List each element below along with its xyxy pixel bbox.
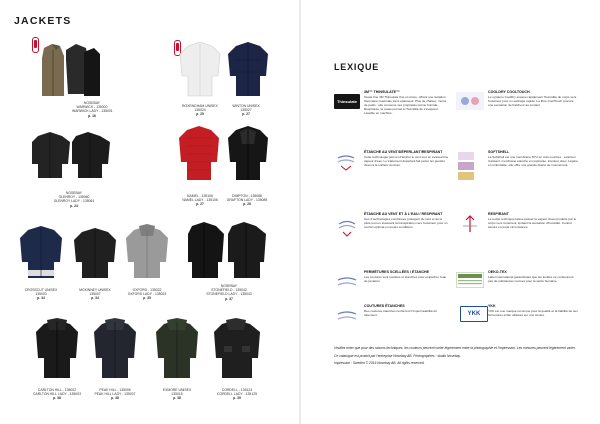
footer-notes [334, 346, 584, 365]
product-ref-lady: STONEFIELD LADY - 135043 [206, 292, 252, 297]
product-caption [210, 388, 264, 401]
product-caption [18, 288, 64, 301]
product-page: p. 24 [70, 203, 78, 208]
product-ref: 135027 [240, 108, 252, 113]
product-ref: 135003 [35, 292, 47, 297]
lexicon-heading: ÉTANCHE AU VENT/DÉPERLANT/RESPIRANT [364, 150, 443, 154]
lexicon-text: Ces 3 technologies combinées protègent du vent et de la pluie tout en évacuant la transpiration vers l'extérieur pour un confort optimal en toutes conditions. [364, 216, 448, 229]
lexicon-entry [364, 270, 448, 283]
lexicon-text: Le textile technique laisse passer la vapeur d'eau produite par le corps vers l'extérieur, limitant la sensation d'humidité. Confort assuré en toute circonstance. [488, 216, 577, 229]
product-caption [226, 194, 268, 207]
product-caption [52, 191, 96, 208]
footnote-credits: Ce catalogue est produit par l'entreprise Nosebay AB. Photographies : studio Nosebay. [334, 354, 461, 359]
product-image-nosebay-warwick [38, 38, 102, 102]
section-title: JACKETS [14, 15, 72, 27]
product-page: p. 34 [91, 296, 99, 301]
product-brand: CORDELL - 135124 [221, 388, 253, 392]
product-ref-lady: WARWICK LADY - 135001 [72, 109, 113, 114]
product-image-exmore [154, 318, 200, 382]
product-image-stonefield [188, 220, 268, 282]
waterproof-windproof-icon [336, 216, 358, 238]
lexicon-text: Ouate fine 3M Thinsulate fine et mince, offrant une isolation thermique maximale sans épaisseur. Plus de chaleur, moins de poids : elle conserve ses propriétés même humide. Respirante, la ouate permet à l'humidité de s'évaporer. Lavable en machine. [364, 94, 447, 115]
product-image-namel [178, 124, 220, 184]
product-image-oxford [124, 224, 170, 282]
product-page: p. 38 [173, 396, 181, 401]
oekotex-logo-icon [456, 272, 484, 288]
product-caption [180, 104, 220, 117]
lexicon-entry [364, 212, 448, 229]
lexicon-heading: COOLDRY COOLTOUCH [488, 90, 530, 94]
ykk-logo-icon [460, 306, 488, 322]
product-brand: EXMORE UNISEX [162, 388, 192, 392]
product-ref: 135015 [171, 392, 183, 397]
right-page [300, 0, 600, 424]
product-page: p. 37 [225, 296, 233, 301]
lexicon-heading: RESPIRANT [488, 212, 509, 216]
product-image-cordell [212, 318, 262, 382]
product-image-dimpton [226, 124, 270, 184]
product-page: p. 39 [233, 396, 241, 401]
lexicon-heading: SOFTSHELL [488, 150, 510, 154]
product-brand: CARLTON HILL - 135002 [37, 388, 77, 392]
product-page: p. 34 [37, 296, 45, 301]
product-brand: OXFORD - 135022 [132, 288, 162, 292]
product-image-carlton-hill [34, 318, 80, 382]
product-image-peak-hill [92, 318, 138, 382]
product-caption [152, 388, 202, 401]
lexicon-entry [364, 90, 448, 115]
lexicon-heading: PERMÉTURES SCELLÉES / ÉTANCHE [364, 270, 430, 274]
product-brand: PEAK HILL - 135006 [99, 388, 131, 392]
product-ref: NAMEL LADY - 135106 [182, 198, 218, 203]
product-caption [226, 104, 266, 117]
product-page: p. 35 [143, 296, 151, 301]
product-image-glenroy [32, 128, 116, 182]
product-brand: WINTON UNISEX [232, 104, 260, 108]
product-caption [72, 101, 112, 118]
product-image-winton [226, 40, 270, 100]
lexicon-entry [488, 150, 578, 167]
product-brand: MCKINNEY UNISEX [79, 288, 111, 292]
lexicon-heading: YKK [488, 304, 496, 308]
product-page: p. 38 [111, 396, 119, 401]
product-caption [88, 388, 142, 401]
product-ref: WARWICK - 135000 [76, 105, 108, 110]
thinsulate-logo-icon [334, 94, 360, 109]
product-page: p. 25 [196, 112, 204, 117]
product-ref: CORDELL LADY - 135125 [217, 392, 257, 397]
lexicon-entry [488, 212, 578, 229]
lexicon-text: Des coutures étanches renforcent l'imperméabilité du vêtement. [364, 308, 437, 317]
product-page: p. 16 [88, 113, 96, 118]
footnote-copyright: Impression : Sweden © 2019 Nosebay AB. All rights reserved. [334, 360, 425, 365]
product-brand: BOXENGHAM UNISEX [182, 104, 218, 108]
product-ref: OXFORD LADY - 135023 [127, 292, 167, 297]
cooldry-icon [456, 92, 484, 110]
product-ref: GRAFTON LADY - 135089 [226, 198, 268, 203]
product-ref: GLENROY - 135060 [58, 195, 90, 200]
product-caption [122, 288, 172, 301]
product-ref: STONEFIELD - 135042 [211, 288, 247, 293]
product-brand: NOSEBAY [65, 191, 83, 195]
product-brand: NOSEBAY [220, 284, 238, 288]
lexicon-entry [364, 150, 448, 167]
lexicon-entry [488, 304, 578, 317]
product-image-mckinney [72, 226, 118, 282]
lexicon-text: Le système CoolDry évacue rapidement l'humidité du corps vers l'extérieur pour un séchage rapide. La fibre CoolTouch procure une sensation de fraîcheur au contact. [488, 94, 577, 107]
lexicon-heading: COUTURES ÉTANCHES [364, 304, 405, 308]
product-ref: PEAK HILL LADY - 135007 [94, 392, 136, 397]
lexicon-heading: OEKO-TEX [488, 270, 507, 274]
product-ref: 135007 [89, 292, 101, 297]
lexicon-heading: ÉTANCHE AU VENT ET À L'EAU / RESPIRANT [364, 212, 443, 216]
product-caption [30, 388, 84, 401]
ykk-logo-text: YKK [467, 311, 481, 317]
product-page: p. 28 [243, 202, 251, 207]
softshell-icon [456, 150, 476, 184]
product-ref-lady: GLENROY LADY - 135061 [53, 199, 95, 204]
product-image-crosscut [18, 224, 64, 282]
product-brand: CROSSCUT UNISEX [24, 288, 58, 292]
product-brand: NAMEL - 135106 [187, 194, 213, 198]
product-caption [72, 288, 118, 301]
lexicon-text: YKK est une marque reconnue pour la qualité et la fiabilité de ses fermetures éclair utilisées sur nos vestes. [488, 308, 578, 317]
breathable-icon [460, 214, 480, 234]
product-ref: 135024 [194, 108, 206, 113]
lexique-title: LEXIQUE [334, 62, 380, 72]
product-caption [180, 194, 220, 207]
lexicon-text: Cette technologie permet d'arrêter le vent tout en évacuant la vapeur d'eau. Le traitement déperlant fait perler les gouttes d'eau à la surface du tissu. [364, 154, 448, 167]
footnote-disclaimer: Veuillez noter que pour des raisons techniques, les couleurs peuvent varier légèrement entre la photographie et l'impression. Les mesures peuvent légèrement varier. [334, 346, 576, 350]
product-page: p. 38 [53, 396, 61, 401]
windproof-icon [336, 152, 356, 172]
lexicon-entry [364, 304, 448, 317]
waterproof-seams-icon [336, 308, 358, 324]
lexicon-text: Label international garantissant que les textiles ne contiennent pas de substances nocives pour la santé humaine. [488, 274, 574, 283]
lexicon-entry [488, 90, 578, 107]
thinsulate-logo-text: Thinsulate [336, 99, 357, 104]
product-ref: CARLTON HILL LADY - 135003 [33, 392, 81, 397]
product-brand: DIMPTON - 135088 [232, 194, 262, 198]
lexicon-heading: 3M™ THINSULATE™ [364, 90, 400, 94]
product-image-boxengham [178, 40, 222, 100]
lexicon-text: La Softshell est une membrane TPU en trois couches : extérieur résistant, membrane étanche et respirante, intérieur doux. Légère et confortable, elle offre une grande liberté de mouvement. [488, 154, 578, 167]
lexicon-entry [488, 270, 578, 283]
lexicon-text: Les coutures sont scellées et étanches pour empêcher l'eau de pénétrer. [364, 274, 447, 283]
product-brand: NOSEBAY [83, 101, 101, 105]
product-page: p. 27 [196, 202, 204, 207]
sealed-seams-icon [336, 274, 358, 290]
product-caption [206, 284, 252, 301]
product-page: p. 27 [242, 112, 250, 117]
